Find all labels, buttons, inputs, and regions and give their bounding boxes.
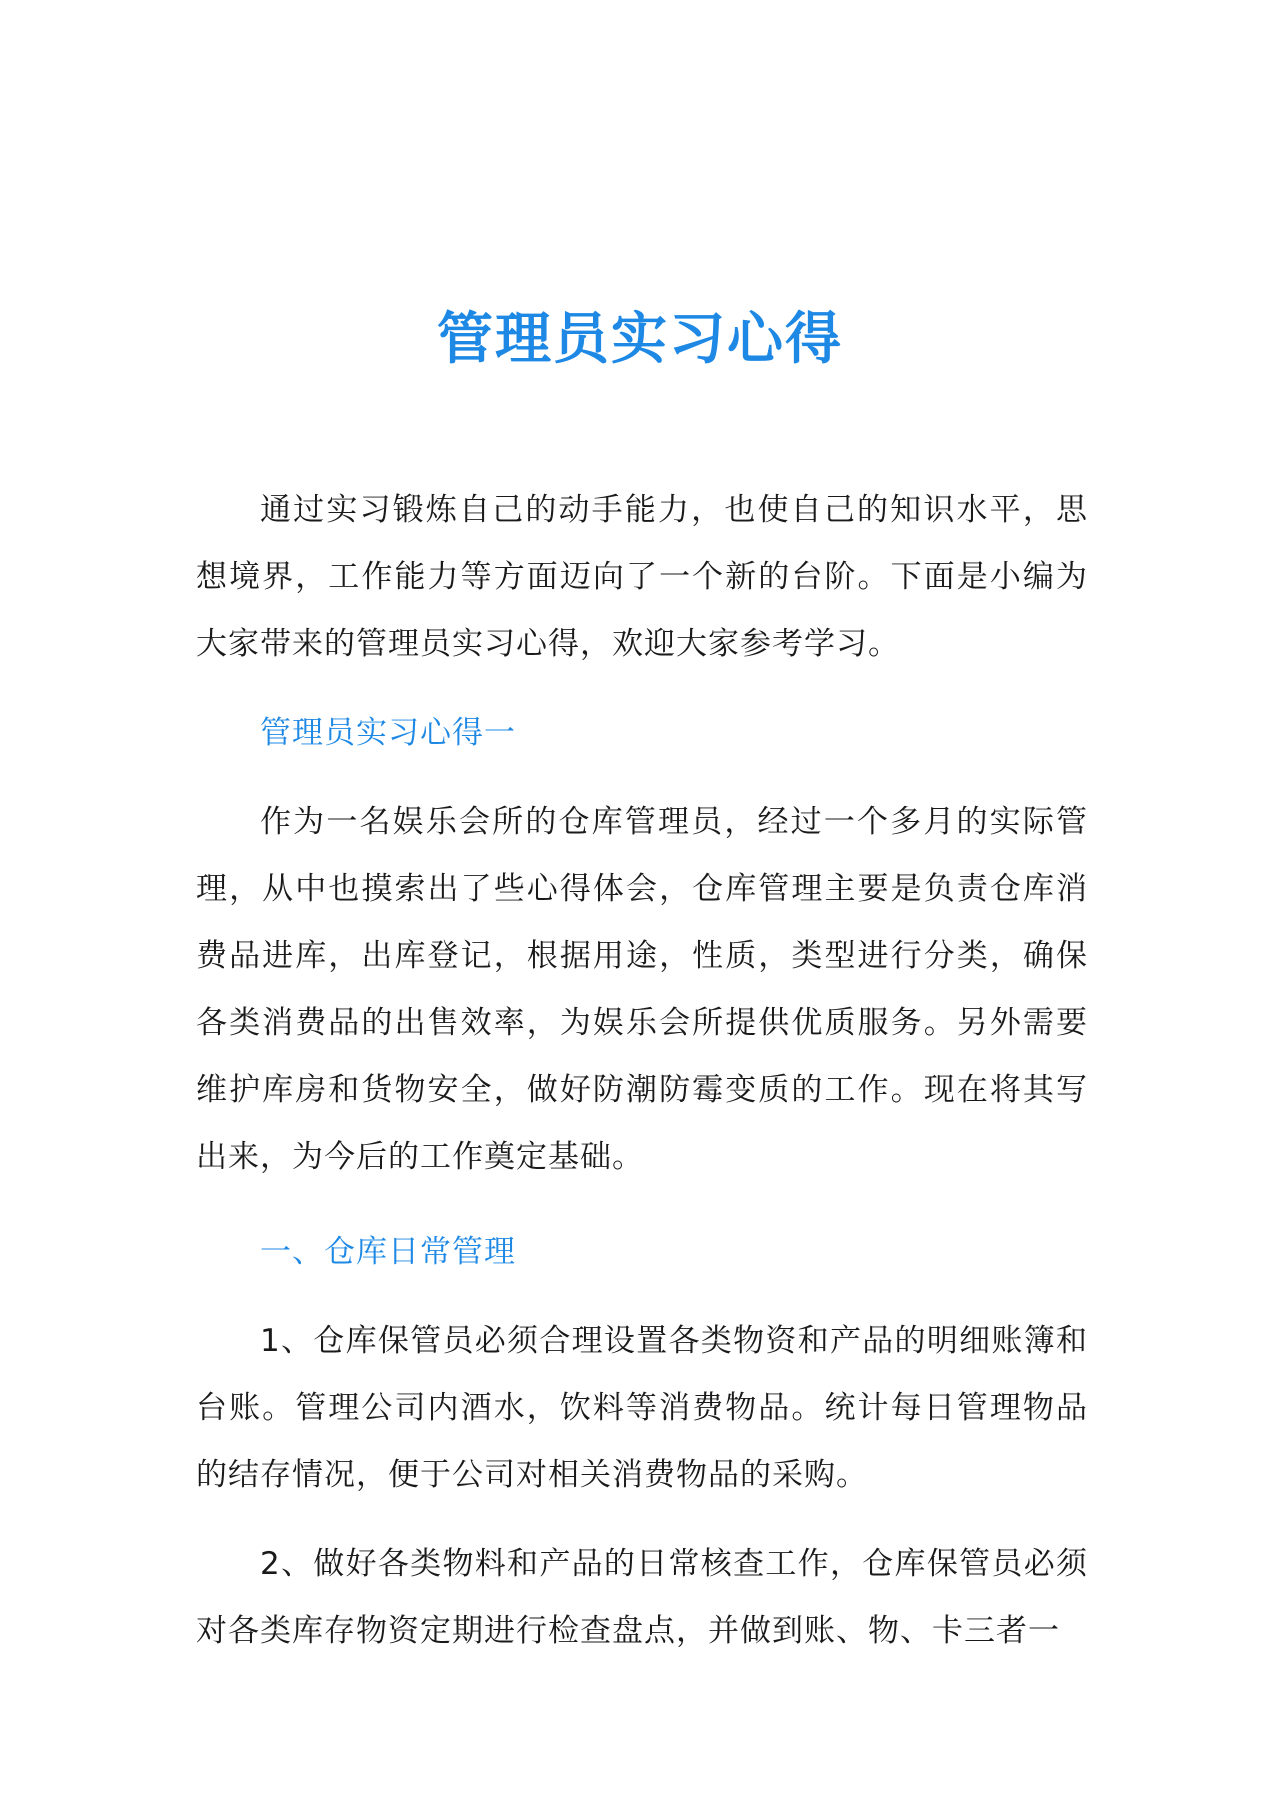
- intro-paragraph: 通过实习锻炼自己的动手能力，也使自己的知识水平，思想境界，工作能力等方面迈向了一个新的台阶。下面是小编为大家带来的管理员实习心得，欢迎大家参考学习。: [196, 492, 1088, 662]
- section-heading-1: 管理员实习心得一: [260, 715, 516, 751]
- document-body: [196, 477, 1088, 1665]
- list-item-1: 1、仓库保管员必须合理设置各类物资和产品的明细账簿和台账。管理公司内酒水，饮料等消费物品。统计每日管理物品的结存情况，便于公司对相关消费物品的采购。: [196, 1323, 1088, 1493]
- list-item-2: 2、做好各类物料和产品的日常核查工作，仓库保管员必须对各类库存物资定期进行检查盘点，并做到账、物、卡三者一: [196, 1546, 1088, 1649]
- subsection-heading-warehouse-daily: 一、仓库日常管理: [260, 1234, 516, 1270]
- section-1-paragraph: 作为一名娱乐会所的仓库管理员，经过一个多月的实际管理，从中也摸索出了些心得体会，仓库管理主要是负责仓库消费品进库，出库登记，根据用途，性质，类型进行分类，确保各类消费品的出售效率，为娱乐会所提供优质服务。另外需要维护库房和货物安全，做好防潮防霉变质的工作。现在将其写出来，为今后的工作奠定基础。: [196, 804, 1088, 1175]
- document-title: 管理员实习心得: [437, 307, 843, 372]
